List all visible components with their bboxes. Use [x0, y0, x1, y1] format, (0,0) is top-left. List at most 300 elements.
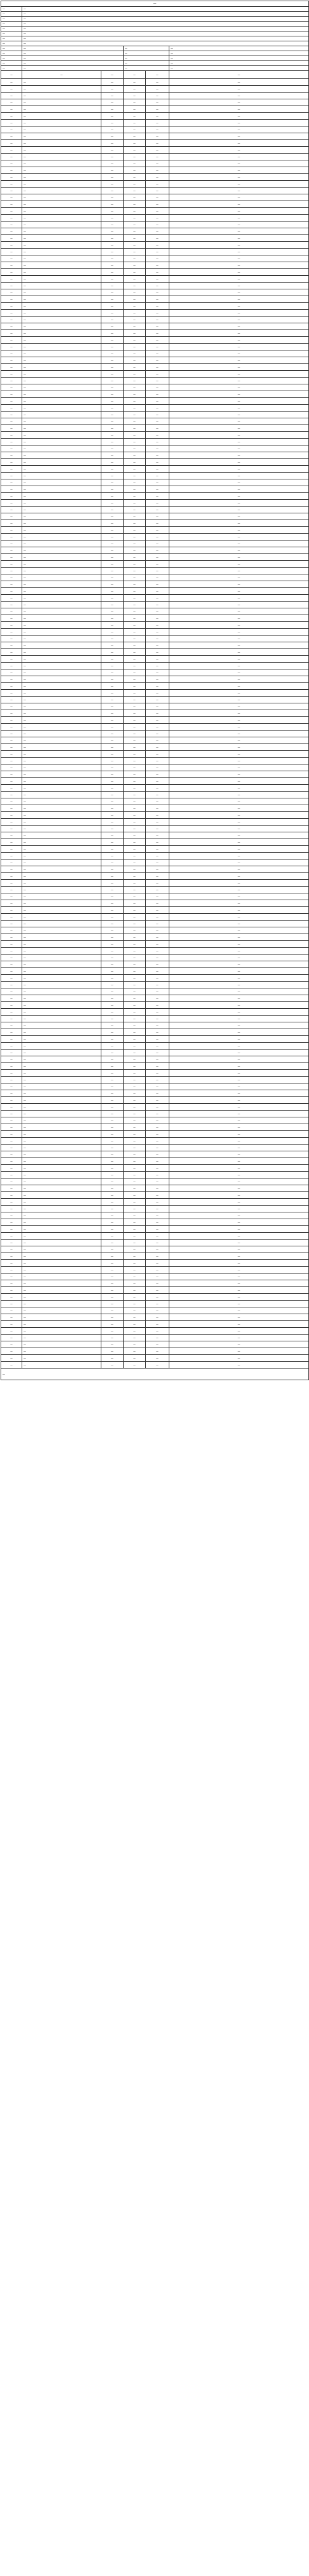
- table-cell: —: [124, 249, 146, 255]
- table-cell: —: [1, 839, 22, 846]
- table-cell: —: [1, 194, 22, 201]
- table-cell: —: [1, 1206, 22, 1212]
- table-cell: —: [124, 323, 146, 330]
- table-cell: —: [146, 479, 169, 486]
- info-label: —: [1, 41, 22, 46]
- table-cell: —: [124, 683, 146, 690]
- table-cell: —: [169, 1260, 309, 1267]
- table-cell: —: [1, 486, 22, 493]
- table-cell: —: [146, 534, 169, 540]
- table-row: [1, 364, 309, 371]
- table-cell: —: [101, 636, 124, 642]
- table-cell: —: [1, 201, 22, 208]
- table-cell: —: [146, 344, 169, 350]
- table-cell: —: [124, 269, 146, 276]
- table-cell: —: [22, 181, 101, 188]
- table-cell: —: [1, 418, 22, 425]
- param-value-2: —: [124, 61, 169, 66]
- table-cell: —: [1, 1260, 22, 1267]
- table-cell: —: [124, 1212, 146, 1219]
- table-cell: —: [169, 1355, 309, 1362]
- table-cell: —: [101, 174, 124, 181]
- table-cell: —: [101, 826, 124, 832]
- table-cell: —: [101, 276, 124, 283]
- info-value: —: [22, 17, 309, 22]
- table-row: [1, 1226, 309, 1233]
- table-cell: —: [22, 1056, 101, 1063]
- table-cell: —: [101, 452, 124, 459]
- table-row: [1, 262, 309, 269]
- table-cell: —: [146, 1145, 169, 1151]
- table-cell: —: [124, 873, 146, 880]
- table-cell: —: [101, 893, 124, 900]
- table-cell: —: [1, 1117, 22, 1124]
- table-cell: —: [124, 1083, 146, 1090]
- table-cell: —: [169, 412, 309, 418]
- table-cell: —: [101, 513, 124, 520]
- table-cell: —: [124, 507, 146, 513]
- table-cell: —: [1, 303, 22, 310]
- table-cell: —: [146, 350, 169, 357]
- table-cell: —: [1, 948, 22, 955]
- table-cell: —: [146, 486, 169, 493]
- table-cell: —: [22, 1233, 101, 1240]
- table-cell: —: [146, 887, 169, 893]
- table-row: [1, 798, 309, 805]
- table-row: [1, 690, 309, 697]
- table-cell: —: [1, 1287, 22, 1294]
- table-cell: —: [22, 371, 101, 378]
- table-cell: —: [169, 1145, 309, 1151]
- table-cell: —: [1, 344, 22, 350]
- table-cell: —: [124, 1185, 146, 1192]
- table-cell: —: [22, 303, 101, 310]
- table-cell: —: [146, 914, 169, 921]
- table-cell: —: [1, 1056, 22, 1063]
- table-cell: —: [101, 914, 124, 921]
- table-cell: —: [146, 432, 169, 439]
- table-cell: —: [22, 1002, 101, 1009]
- table-cell: —: [1, 907, 22, 914]
- table-cell: —: [22, 126, 101, 133]
- table-cell: —: [169, 656, 309, 663]
- table-cell: —: [124, 1226, 146, 1233]
- table-cell: —: [1, 1226, 22, 1233]
- table-cell: —: [1, 1145, 22, 1151]
- table-cell: —: [1, 113, 22, 120]
- table-row: [1, 405, 309, 412]
- table-cell: —: [22, 215, 101, 222]
- table-cell: —: [169, 961, 309, 968]
- table-row: [1, 1274, 309, 1280]
- table-row: [1, 513, 309, 520]
- table-cell: —: [146, 683, 169, 690]
- table-cell: —: [101, 473, 124, 479]
- table-cell: —: [1, 249, 22, 255]
- param-value-3: —: [169, 66, 309, 71]
- table-cell: —: [124, 832, 146, 839]
- table-cell: —: [169, 907, 309, 914]
- table-row: [1, 1328, 309, 1335]
- table-row: [1, 961, 309, 968]
- table-cell: —: [146, 1301, 169, 1307]
- table-cell: —: [22, 1307, 101, 1314]
- table-cell: —: [124, 208, 146, 215]
- table-row: [1, 276, 309, 283]
- table-cell: —: [169, 222, 309, 228]
- table-row: [1, 181, 309, 188]
- table-cell: —: [1, 866, 22, 873]
- table-cell: —: [101, 547, 124, 554]
- table-cell: —: [146, 1070, 169, 1077]
- table-row: [1, 174, 309, 181]
- table-cell: —: [101, 1355, 124, 1362]
- table-cell: —: [1, 391, 22, 398]
- table-cell: —: [124, 1301, 146, 1307]
- table-cell: —: [1, 1022, 22, 1029]
- table-cell: —: [101, 975, 124, 982]
- table-cell: —: [124, 826, 146, 832]
- table-cell: —: [1, 656, 22, 663]
- table-cell: —: [146, 1280, 169, 1287]
- table-cell: —: [124, 289, 146, 296]
- table-cell: —: [1, 86, 22, 93]
- table-cell: —: [169, 439, 309, 445]
- table-cell: —: [1, 1165, 22, 1172]
- table-cell: —: [169, 955, 309, 961]
- table-cell: —: [22, 1274, 101, 1280]
- table-cell: —: [101, 418, 124, 425]
- table-cell: —: [22, 1192, 101, 1199]
- table-row: [1, 249, 309, 255]
- table-cell: —: [146, 1206, 169, 1212]
- table-cell: —: [169, 758, 309, 764]
- table-cell: —: [1, 1253, 22, 1260]
- table-cell: —: [22, 452, 101, 459]
- table-cell: —: [1, 99, 22, 106]
- table-row: [1, 99, 309, 106]
- table-cell: —: [146, 459, 169, 466]
- table-cell: —: [169, 968, 309, 975]
- table-cell: —: [22, 1083, 101, 1090]
- table-cell: —: [124, 1016, 146, 1022]
- table-cell: —: [1, 140, 22, 147]
- table-cell: —: [1, 1246, 22, 1253]
- table-row: [1, 1016, 309, 1022]
- table-cell: —: [169, 642, 309, 649]
- table-cell: —: [124, 235, 146, 242]
- table-cell: —: [146, 900, 169, 907]
- table-cell: —: [124, 717, 146, 724]
- table-cell: —: [22, 1260, 101, 1267]
- table-cell: —: [22, 364, 101, 371]
- table-cell: —: [1, 133, 22, 140]
- table-row: [1, 846, 309, 853]
- table-cell: —: [1, 439, 22, 445]
- table-cell: —: [124, 1267, 146, 1274]
- table-cell: —: [124, 188, 146, 194]
- table-cell: —: [169, 1267, 309, 1274]
- table-cell: —: [146, 262, 169, 269]
- table-row: [1, 547, 309, 554]
- table-cell: —: [101, 527, 124, 534]
- table-cell: —: [169, 846, 309, 853]
- table-cell: —: [146, 968, 169, 975]
- table-row: [1, 1070, 309, 1077]
- table-row: [1, 608, 309, 615]
- table-cell: —: [146, 1267, 169, 1274]
- table-cell: —: [22, 574, 101, 581]
- table-cell: —: [22, 1097, 101, 1104]
- table-cell: —: [124, 968, 146, 975]
- table-cell: —: [101, 669, 124, 676]
- table-cell: —: [101, 296, 124, 303]
- table-cell: —: [101, 1097, 124, 1104]
- table-cell: —: [101, 147, 124, 154]
- table-cell: —: [22, 798, 101, 805]
- table-cell: —: [22, 826, 101, 832]
- table-cell: —: [146, 724, 169, 731]
- table-cell: —: [124, 710, 146, 717]
- table-cell: —: [1, 1321, 22, 1328]
- table-cell: —: [124, 337, 146, 344]
- table-cell: —: [146, 642, 169, 649]
- table-cell: —: [169, 1117, 309, 1124]
- table-cell: —: [1, 1090, 22, 1097]
- table-cell: —: [169, 934, 309, 941]
- table-cell: —: [146, 1185, 169, 1192]
- table-cell: —: [101, 242, 124, 249]
- table-cell: —: [101, 805, 124, 812]
- table-cell: —: [101, 846, 124, 853]
- table-cell: —: [1, 676, 22, 683]
- table-cell: —: [169, 337, 309, 344]
- table-cell: —: [101, 384, 124, 391]
- table-row: [1, 133, 309, 140]
- table-cell: —: [22, 554, 101, 561]
- table-cell: —: [22, 405, 101, 412]
- table-cell: —: [124, 113, 146, 120]
- table-cell: —: [22, 758, 101, 764]
- table-row: [1, 255, 309, 262]
- table-cell: —: [169, 982, 309, 988]
- table-cell: —: [1, 1043, 22, 1050]
- table-cell: —: [124, 561, 146, 568]
- table-cell: —: [22, 1124, 101, 1131]
- table-cell: —: [169, 914, 309, 921]
- table-cell: —: [146, 364, 169, 371]
- table-cell: —: [169, 1165, 309, 1172]
- table-cell: —: [101, 269, 124, 276]
- table-cell: —: [101, 744, 124, 751]
- table-cell: —: [22, 921, 101, 927]
- table-cell: —: [22, 1029, 101, 1036]
- table-cell: —: [146, 649, 169, 656]
- table-cell: —: [22, 194, 101, 201]
- table-cell: —: [101, 412, 124, 418]
- table-cell: —: [22, 188, 101, 194]
- table-cell: —: [146, 893, 169, 900]
- table-cell: —: [124, 907, 146, 914]
- table-cell: —: [146, 934, 169, 941]
- table-cell: —: [22, 717, 101, 724]
- table-row: [1, 1151, 309, 1158]
- table-cell: —: [22, 235, 101, 242]
- table-cell: —: [169, 255, 309, 262]
- table-cell: —: [1, 988, 22, 995]
- table-cell: —: [169, 622, 309, 629]
- table-cell: —: [101, 622, 124, 629]
- table-cell: —: [124, 758, 146, 764]
- table-cell: —: [101, 1083, 124, 1090]
- param-value-1: —: [22, 46, 124, 51]
- table-cell: —: [146, 982, 169, 988]
- table-cell: —: [1, 1314, 22, 1321]
- table-cell: —: [101, 629, 124, 636]
- table-cell: —: [101, 995, 124, 1002]
- table-cell: —: [22, 581, 101, 588]
- table-cell: —: [146, 574, 169, 581]
- table-cell: —: [124, 588, 146, 595]
- table-cell: —: [124, 473, 146, 479]
- table-row: [1, 724, 309, 731]
- column-header: —: [124, 71, 146, 79]
- param-label: —: [1, 46, 22, 51]
- table-row: [1, 1348, 309, 1355]
- table-cell: —: [146, 1029, 169, 1036]
- table-cell: —: [1, 975, 22, 982]
- table-cell: —: [22, 636, 101, 642]
- table-cell: —: [22, 425, 101, 432]
- table-cell: —: [146, 832, 169, 839]
- table-cell: —: [146, 588, 169, 595]
- table-cell: —: [146, 513, 169, 520]
- table-cell: —: [1, 792, 22, 798]
- table-cell: —: [101, 1226, 124, 1233]
- table-cell: —: [124, 690, 146, 697]
- table-cell: —: [124, 1335, 146, 1341]
- table-row: [1, 1083, 309, 1090]
- table-cell: —: [124, 1240, 146, 1246]
- table-cell: —: [1, 323, 22, 330]
- table-cell: —: [101, 1307, 124, 1314]
- table-cell: —: [22, 500, 101, 507]
- table-cell: —: [146, 160, 169, 167]
- table-cell: —: [22, 1253, 101, 1260]
- table-cell: —: [1, 412, 22, 418]
- table-row: [1, 371, 309, 378]
- table-cell: —: [1, 568, 22, 574]
- table-cell: —: [22, 1063, 101, 1070]
- table-cell: —: [101, 1077, 124, 1083]
- table-cell: —: [101, 554, 124, 561]
- table-cell: —: [22, 1280, 101, 1287]
- table-cell: —: [124, 201, 146, 208]
- table-cell: —: [22, 459, 101, 466]
- table-row: [1, 1117, 309, 1124]
- table-row: [1, 228, 309, 235]
- table-cell: —: [22, 242, 101, 249]
- info-row: [1, 31, 309, 36]
- table-cell: —: [1, 208, 22, 215]
- table-cell: —: [124, 160, 146, 167]
- table-row: [1, 792, 309, 798]
- table-cell: —: [124, 1362, 146, 1369]
- table-cell: —: [124, 988, 146, 995]
- table-cell: —: [146, 235, 169, 242]
- table-cell: —: [101, 208, 124, 215]
- column-header: —: [22, 71, 101, 79]
- info-label: —: [1, 7, 22, 12]
- table-cell: —: [124, 520, 146, 527]
- table-cell: —: [22, 1016, 101, 1022]
- table-cell: —: [124, 1009, 146, 1016]
- table-cell: —: [1, 859, 22, 866]
- table-cell: —: [146, 201, 169, 208]
- table-cell: —: [146, 93, 169, 99]
- table-cell: —: [146, 975, 169, 982]
- table-cell: —: [1, 507, 22, 513]
- table-cell: —: [169, 561, 309, 568]
- table-cell: —: [101, 398, 124, 405]
- table-cell: —: [124, 167, 146, 174]
- table-cell: —: [101, 249, 124, 255]
- table-cell: —: [1, 520, 22, 527]
- table-cell: —: [146, 622, 169, 629]
- table-row: [1, 1165, 309, 1172]
- param-label: —: [1, 61, 22, 66]
- table-row: [1, 934, 309, 941]
- table-row: [1, 540, 309, 547]
- table-cell: —: [169, 1124, 309, 1131]
- param-label: —: [1, 56, 22, 61]
- table-row: [1, 1063, 309, 1070]
- footnote-row: [1, 1369, 309, 1380]
- table-cell: —: [101, 595, 124, 602]
- table-cell: —: [124, 649, 146, 656]
- table-cell: —: [22, 927, 101, 934]
- table-cell: —: [146, 188, 169, 194]
- table-cell: —: [146, 1335, 169, 1341]
- table-cell: —: [169, 1185, 309, 1192]
- table-cell: —: [1, 581, 22, 588]
- table-cell: —: [22, 1050, 101, 1056]
- table-cell: —: [124, 228, 146, 235]
- table-cell: —: [124, 866, 146, 873]
- table-cell: —: [146, 120, 169, 126]
- table-cell: —: [22, 893, 101, 900]
- table-row: [1, 1321, 309, 1328]
- table-cell: —: [22, 1321, 101, 1328]
- table-cell: —: [124, 1002, 146, 1009]
- table-cell: —: [146, 249, 169, 255]
- param-value-2: —: [124, 56, 169, 61]
- table-cell: —: [169, 432, 309, 439]
- table-cell: —: [169, 1246, 309, 1253]
- table-cell: —: [1, 1063, 22, 1070]
- table-cell: —: [169, 941, 309, 948]
- table-cell: —: [146, 269, 169, 276]
- table-cell: —: [146, 656, 169, 663]
- table-cell: —: [1, 1083, 22, 1090]
- table-cell: —: [146, 1090, 169, 1097]
- table-cell: —: [1, 819, 22, 826]
- table-cell: —: [169, 391, 309, 398]
- table-cell: —: [101, 798, 124, 805]
- table-cell: —: [1, 1219, 22, 1226]
- table-cell: —: [146, 1192, 169, 1199]
- table-cell: —: [146, 106, 169, 113]
